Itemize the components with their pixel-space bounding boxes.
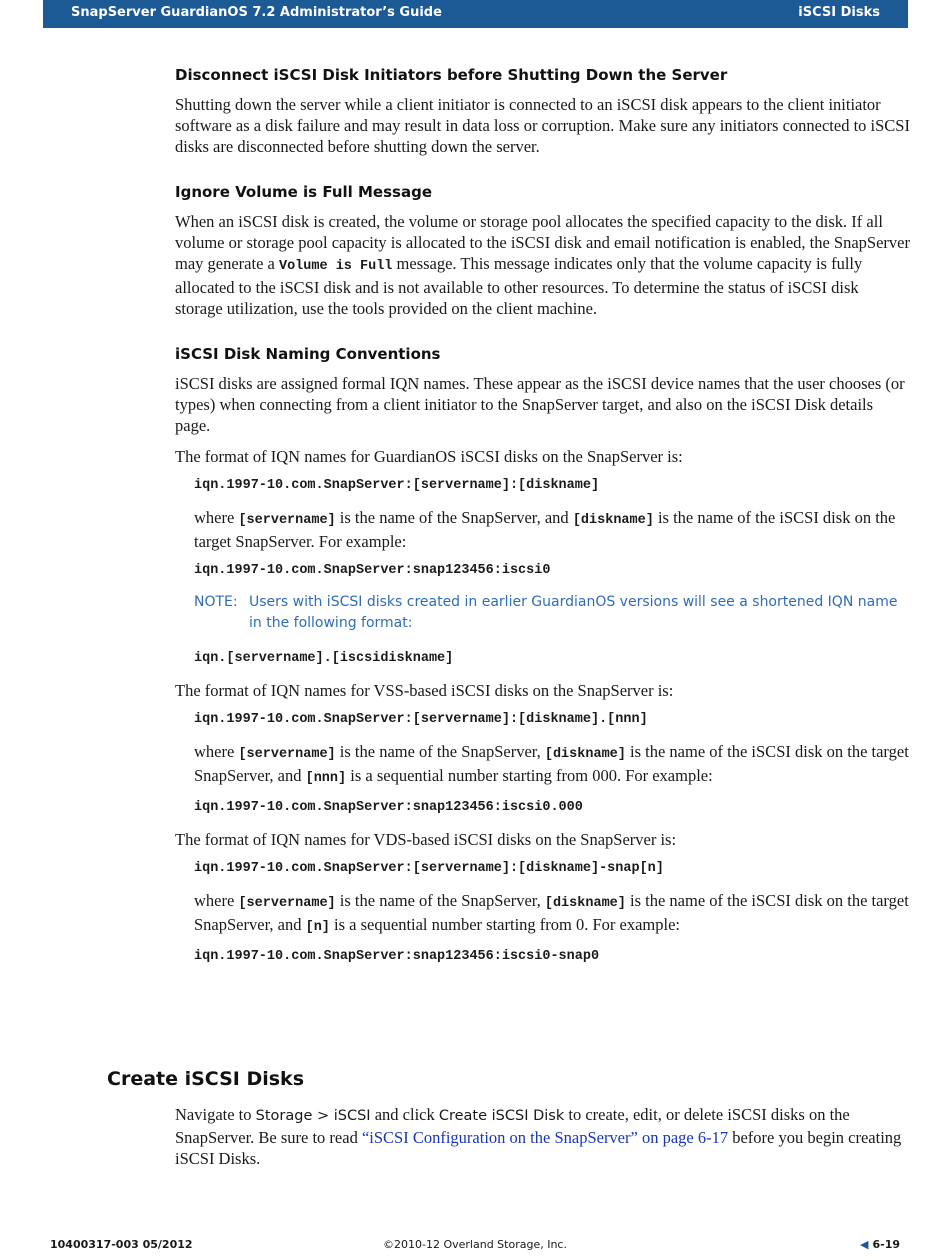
code-vds-format: iqn.1997-10.com.SnapServer:[servername]:[diskname]-snap[n] <box>194 861 664 876</box>
footer-copyright: ©2010-12 Overland Storage, Inc. <box>383 1238 567 1251</box>
heading-disconnect: Disconnect iSCSI Disk Initiators before Shutting Down the Server <box>175 66 728 84</box>
heading-create-iscsi-disks: Create iSCSI Disks <box>107 1068 305 1090</box>
code-guardian-example: iqn.1997-10.com.SnapServer:snap123456:iscsi0 <box>194 563 551 578</box>
header-guide-title: SnapServer GuardianOS 7.2 Administrator’s Guide <box>71 5 442 20</box>
note-label: NOTE: <box>194 594 238 610</box>
paragraph-create: Navigate to Storage > iSCSI and click Create iSCSI Disk to create, edit, or delete iSCSI disks on the SnapServer. Be sure to read “iSCSI Configuration on the SnapServer” on page 6-17 before you begin creating iSCSI Disks. <box>175 1105 902 1168</box>
code-short-format: iqn.[servername].[iscsidiskname] <box>194 651 454 666</box>
heading-ignore-volume-full: Ignore Volume is Full Message <box>175 183 432 201</box>
main-content <box>175 66 910 978</box>
code-guardian-format: iqn.1997-10.com.SnapServer:[servername]:[diskname] <box>194 478 600 493</box>
heading-naming-conventions: iSCSI Disk Naming Conventions <box>175 345 441 363</box>
note-text: Users with iSCSI disks created in earlier GuardianOS versions will see a shortened IQN name in the following format: <box>249 594 898 631</box>
nav-path-storage-iscsi: Storage > iSCSI <box>255 1108 371 1124</box>
paragraph-guardian-where: where [servername] is the name of the SnapServer, and [diskname] is the name of the iSCSI disk on the target SnapServer. For example: <box>194 508 896 551</box>
inline-code-volume-full: Volume is Full <box>278 259 393 274</box>
paragraph-naming-intro: iSCSI disks are assigned formal IQN names. These appear as the iSCSI device names that the user chooses (or types) when connecting from a client initiator to the SnapServer target, and also on the iSCSI Disk details page. <box>175 374 905 435</box>
left-triangle-icon: ◀ <box>860 1238 869 1251</box>
paragraph-disconnect: Shutting down the server while a client initiator is connected to an iSCSI disk appears to the client initiator software as a disk failure and may result in data loss or corruption. Make sure any initiators connected to iSCSI disks are disconnected before shutting down the server. <box>175 95 910 156</box>
paragraph-vds-where: where [servername] is the name of the SnapServer, [diskname] is the name of the iSCSI disk on the target SnapServer, and [n] is a sequential number starting from 0. For example: <box>194 891 909 935</box>
code-vss-format: iqn.1997-10.com.SnapServer:[servername]:[diskname].[nnn] <box>194 712 648 727</box>
note-shortened-iqn <box>194 592 910 634</box>
header-chapter-title: iSCSI Disks <box>798 5 880 20</box>
paragraph-guardian-format: The format of IQN names for GuardianOS iSCSI disks on the SnapServer is: <box>175 447 683 466</box>
paragraph-ignore-volume-full: When an iSCSI disk is created, the volume or storage pool allocates the specified capacity to the disk. If all volume or storage pool capacity is allocated to the iSCSI disk and email notification is enabled, the SnapServer may generate a Volume is Full message. This message indicates only that the volume capacity is fully allocated to the iSCSI disk and is not available to other resources. To determine the status of iSCSI disk storage utilization, use the tools provided on the client machine. <box>175 212 910 318</box>
page-header <box>43 0 908 28</box>
create-section <box>175 1104 910 1179</box>
paragraph-vss-where: where [servername] is the name of the SnapServer, [diskname] is the name of the iSCSI disk on the target SnapServer, and [nnn] is a sequential number starting from 000. For example: <box>194 742 909 786</box>
create-iscsi-disk-label: Create iSCSI Disk <box>438 1108 565 1124</box>
paragraph-vss-format: The format of IQN names for VSS-based iSCSI disks on the SnapServer is: <box>175 681 674 700</box>
iscsi-configuration-link[interactable]: “iSCSI Configuration on the SnapServer” on page 6-17 <box>361 1128 729 1147</box>
code-vss-example: iqn.1997-10.com.SnapServer:snap123456:iscsi0.000 <box>194 800 583 815</box>
footer-page-number: ◀ 6-19 <box>860 1238 900 1251</box>
code-vds-example: iqn.1997-10.com.SnapServer:snap123456:iscsi0-snap0 <box>194 949 600 964</box>
page-footer <box>50 1238 900 1254</box>
paragraph-vds-format: The format of IQN names for VDS-based iSCSI disks on the SnapServer is: <box>175 830 677 849</box>
footer-doc-id: 10400317-003 05/2012 <box>50 1238 193 1251</box>
